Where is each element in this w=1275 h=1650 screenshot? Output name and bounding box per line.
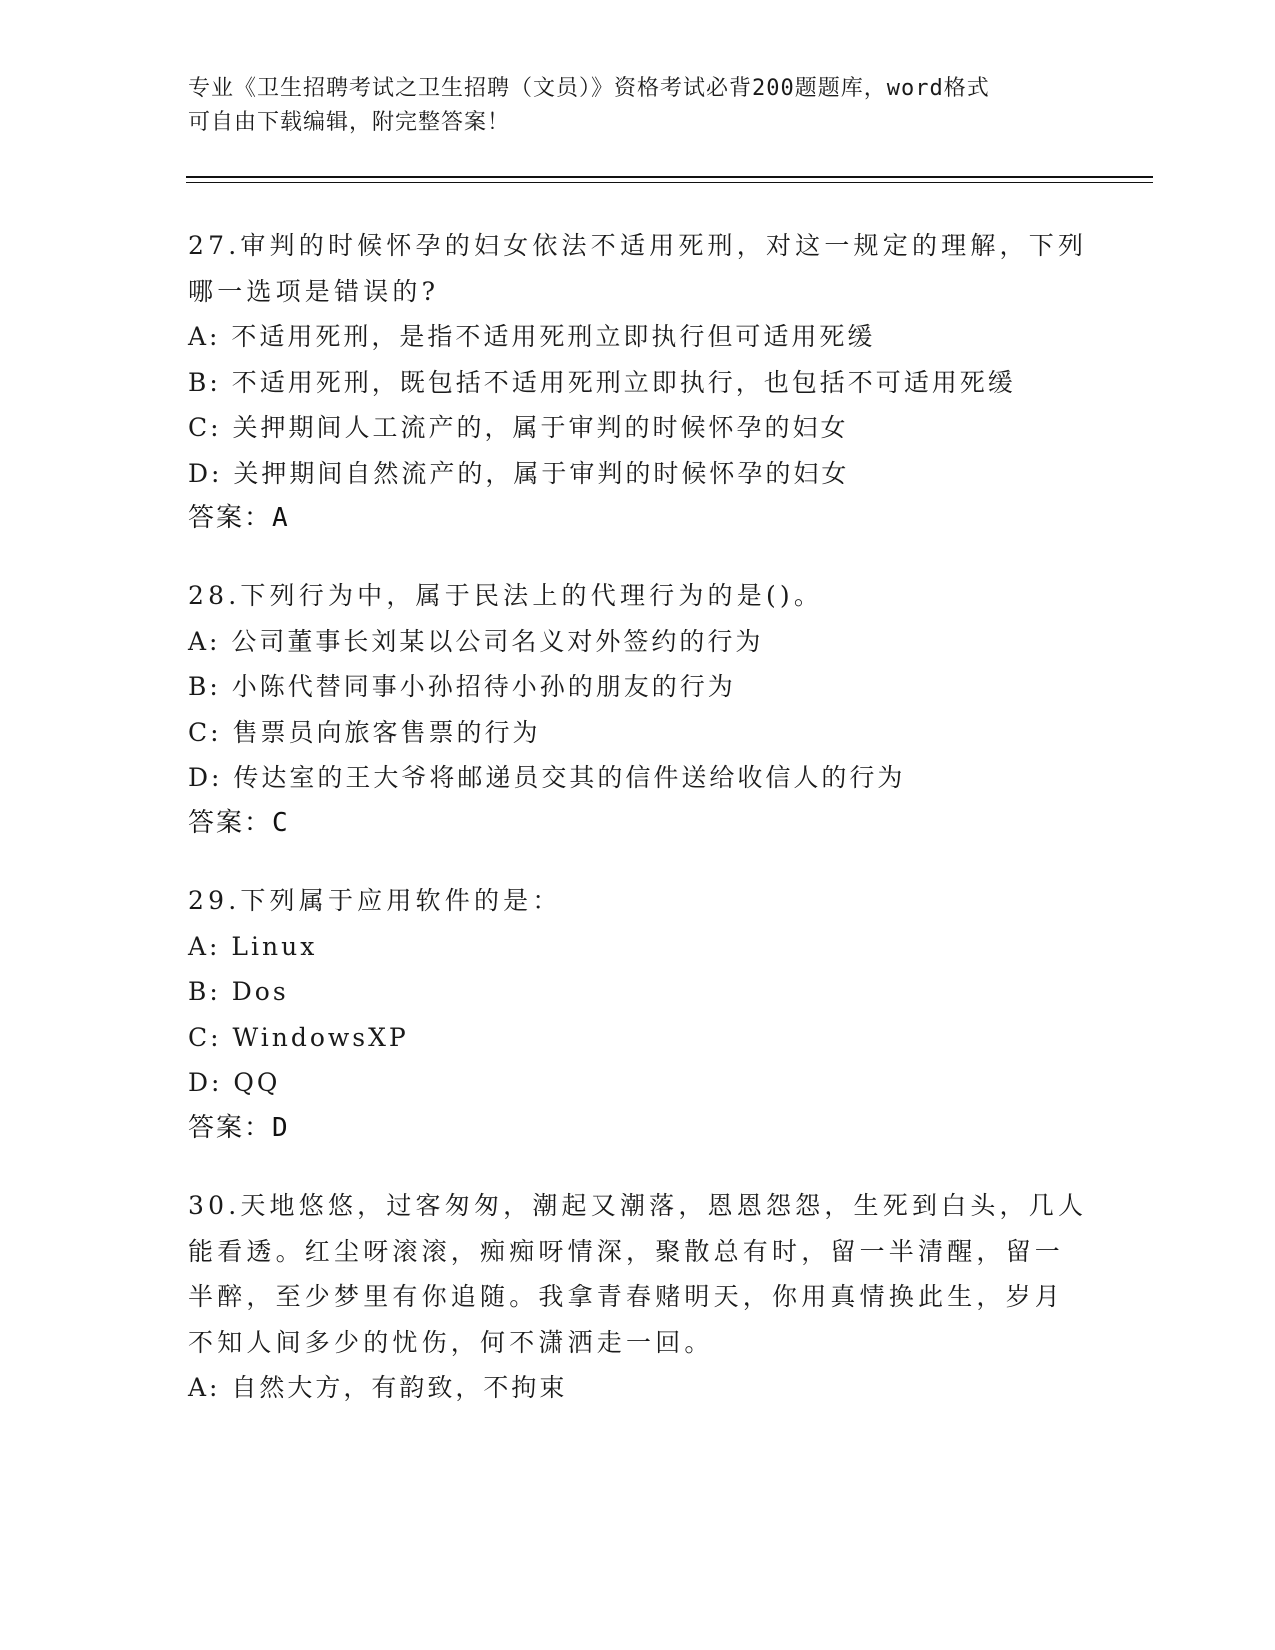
- question-30: [188, 1183, 1088, 1411]
- header-title-line-1: 专业《卫生招聘考试之卫生招聘（文员）》资格考试必背200题题库，word格式: [188, 76, 990, 101]
- answer-line: [188, 1106, 1088, 1152]
- answer-value: D: [272, 1112, 290, 1143]
- option-c: C: 售票员向旅客售票的行为: [188, 717, 541, 747]
- question-stem: 28.下列行为中，属于民法上的代理行为的是()。: [188, 581, 824, 610]
- answer-value: A: [272, 503, 290, 533]
- option-c: C: 关押期间人工流产的，属于审判的时候怀孕的妇女: [188, 413, 849, 442]
- answer-value: C: [272, 807, 290, 838]
- answer-label: 答案：: [188, 503, 273, 533]
- header-title-line-2: 可自由下载编辑，附完整答案！: [188, 110, 511, 135]
- option-a: A: 公司董事长刘某以公司名义对外签约的行为: [188, 626, 764, 656]
- option-d: D: 传达室的王大爷将邮递员交其的信件送给收信人的行为: [188, 763, 906, 792]
- option-b: B: 小陈代替同事小孙招待小孙的朋友的行为: [188, 672, 736, 701]
- option-b: B: 不适用死刑，既包括不适用死刑立即执行，也包括不可适用死缓: [188, 367, 1016, 397]
- question-27: [188, 223, 1088, 542]
- answer-line: [188, 801, 1088, 847]
- answer-label: 答案：: [188, 1112, 273, 1143]
- question-29: [188, 878, 1088, 1151]
- option-d: D: 关押期间自然流产的，属于审判的时候怀孕的妇女: [188, 458, 850, 488]
- option-a: A: Linux: [188, 931, 318, 961]
- question-stem: 30.天地悠悠，过客匆匆，潮起又潮落，恩恩怨怨，生死到白头，几人能看透。红尘呀滚滚，痴痴呀情深，聚散总有时，留一半清醒，留一半醉，至少梦里有你追随。我拿青春赌明天，你用真情换此生，岁月不知人间多少的忧伤，何不潇洒走一回。: [188, 1191, 1088, 1357]
- question-28: [188, 573, 1088, 846]
- question-stem: 29.下列属于应用软件的是：: [188, 886, 562, 915]
- answer-label: 答案：: [188, 807, 273, 838]
- option-d: D: QQ: [188, 1068, 281, 1097]
- option-b: B: Dos: [188, 977, 289, 1006]
- header-divider-thin: [186, 182, 1153, 183]
- question-stem: 27.审判的时候怀孕的妇女依法不适用死刑，对这一规定的理解，下列哪一选项是错误的?: [188, 231, 1088, 306]
- option-a: A: 自然大方，有韵致，不拘束: [188, 1373, 568, 1402]
- document-header: [188, 72, 1088, 140]
- option-c: C: WindowsXP: [188, 1022, 409, 1052]
- answer-line: [188, 496, 1088, 542]
- option-a: A: 不适用死刑，是指不适用死刑立即执行但可适用死缓: [188, 322, 876, 351]
- header-divider-thick: [186, 176, 1153, 178]
